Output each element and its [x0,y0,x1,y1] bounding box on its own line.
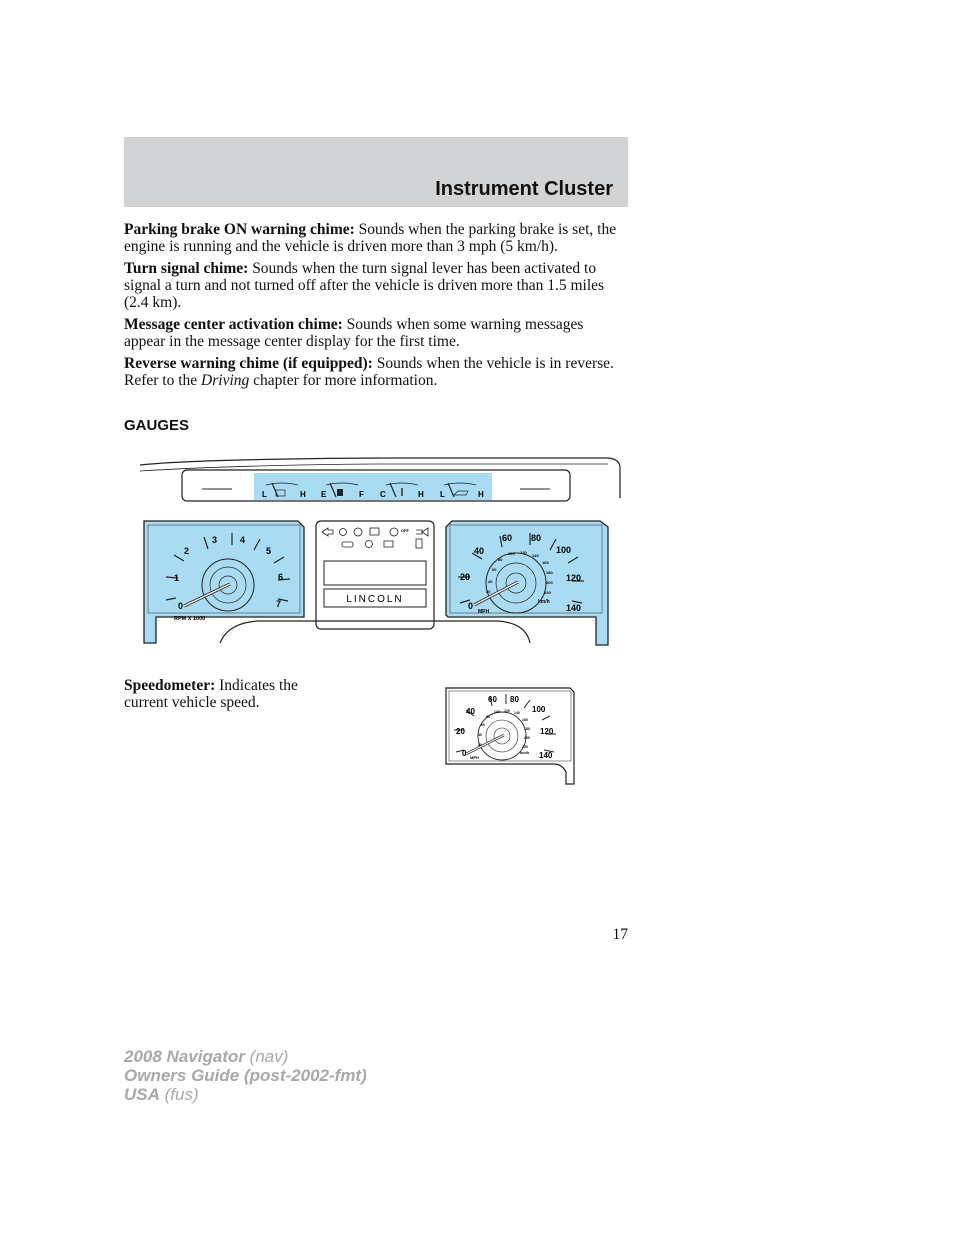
speedometer-mph-20: 20 [460,572,471,582]
speedometer-kmh-40: 40 [488,579,493,584]
traction-off-label: OFF [401,528,409,533]
paragraph-turn-signal-chime [124,260,624,311]
temperature-gauge-low-label: C [380,490,386,499]
speedometer-fig-kmh-60: 60 [481,723,485,727]
term: Speedometer: [124,677,216,694]
speedometer-fig-mph-20: 20 [456,727,465,736]
tachometer-unit-label: RPM X 1000 [174,616,206,622]
footer-market-code: (fus) [159,1085,199,1104]
description: Sounds when some warning messages appear in the message center display for the first time. [124,316,584,350]
speedometer-fig-kmh-180: 180 [524,727,530,731]
speedometer-kmh-120: 120 [520,550,527,555]
fuel-pump-icon [337,489,343,496]
term: Parking brake ON warning chime: [124,221,355,238]
speedometer-mph-0: 0 [468,601,474,611]
speedometer-kmh-180: 180 [546,570,553,575]
speedometer-illustration [444,686,576,786]
instrument-cluster-illustration [138,453,624,653]
description: Sounds when the parking brake is set, the engine is running and the vehicle is driven more than 3 mph (5 km/h). [124,221,617,255]
oil-pressure-gauge-low-label: L [440,490,445,499]
speedometer-fig-mph-unit: MPH [470,755,479,760]
term: Reverse warning chime (if equipped): [124,355,373,372]
speedometer-mph-60: 60 [502,533,513,543]
speedometer-kmh-60: 60 [492,567,497,572]
speedometer-fig-kmh-120: 120 [504,709,510,713]
speedometer-mph-80: 80 [531,533,542,543]
speedometer-fig-mph-60: 60 [488,695,497,704]
speedometer-fig-mph-40: 40 [466,707,475,716]
footer-line-3 [124,1085,367,1104]
footer-model-code: (nav) [244,1047,289,1066]
description: Indicates the current vehicle speed. [124,677,298,711]
speedometer-fig-kmh-220: 220 [522,745,528,749]
speedometer-fig-kmh-140: 140 [514,711,520,715]
footer-guide: Owners Guide (post-2002-fmt) [124,1066,367,1085]
footer-market: USA [124,1085,160,1104]
tachometer-label-5: 5 [266,546,272,556]
speedometer-kmh-80: 80 [498,557,503,562]
page-number: 17 [612,926,628,943]
speedometer-fig-kmh-160: 160 [522,718,528,722]
fuel-gauge-high-label: F [359,490,364,499]
center-panel [316,521,434,629]
speedometer-fig-kmh-200: 200 [524,736,530,740]
tachometer-label-3: 3 [212,535,218,545]
footer [124,1047,367,1104]
speedometer-fig-kmh-100: 100 [494,710,500,714]
paragraph-message-center-chime [124,316,624,350]
description: chapter for more information. [249,372,438,389]
term: Turn signal chime: [124,260,249,277]
paragraph-parking-brake-chime [124,221,624,255]
speedometer-fig-kmh-20: 20 [478,743,482,747]
footer-line-2 [124,1066,367,1085]
speedometer-fig-kmh-80: 80 [486,715,490,719]
battery-gauge-low-label: L [262,490,267,499]
speedometer-fig-mph-0: 0 [462,749,467,758]
tachometer-label-2: 2 [184,546,190,556]
speedometer-mph-40: 40 [474,546,485,556]
speedometer-kmh-unit: km/h [538,599,550,605]
temperature-gauge-high-label: H [418,490,424,499]
speedometer-kmh-200: 200 [546,580,553,585]
description: Sounds when the turn signal lever has been activated to signal a turn and not turned off after the vehicle is driven more than 1.5 miles (2.4 km). [124,260,605,311]
speedometer-fig-kmh-40: 40 [478,733,482,737]
body-text [124,221,624,394]
tachometer-label-4: 4 [240,535,246,545]
speedometer-kmh-100: 100 [508,551,515,556]
speedometer-mph-140: 140 [566,603,582,613]
footer-line-1 [124,1047,367,1066]
speedometer-fig-mph-120: 120 [540,727,554,736]
tachometer-label-6: 6 [278,572,284,582]
speedometer-kmh-20: 20 [486,589,491,594]
speedometer-kmh-140: 140 [532,553,539,558]
header-band [124,137,628,207]
section-title: Instrument Cluster [435,178,613,200]
speedometer-fig-mph-140: 140 [539,751,553,760]
chapter-reference: Driving [201,372,250,389]
footer-model: 2008 Navigator [124,1047,245,1066]
speedometer-fig-kmh-unit: km/h [520,750,530,755]
battery-gauge-high-label: H [300,490,306,499]
speedometer [446,521,608,645]
speedometer-fig-mph-80: 80 [510,695,519,704]
fuel-gauge-low-label: E [321,490,327,499]
oil-pressure-gauge-high-label: H [478,490,484,499]
lincoln-logo-text: LINCOLN [346,594,404,605]
tachometer-label-7: 7 [276,599,282,609]
paragraph-reverse-warning-chime [124,355,624,389]
speedometer-mph-100: 100 [556,545,572,555]
term: Message center activation chime: [124,316,343,333]
speedometer-description [124,677,334,711]
speedometer-fig-mph-100: 100 [532,705,546,714]
speedometer-kmh-220: 220 [544,590,551,595]
gauges-heading: GAUGES [124,417,190,434]
speedometer-mph-unit: MPH [478,609,490,615]
tachometer-label-0: 0 [178,601,184,611]
description: Sounds when the vehicle is in reverse. Refer to the [124,355,614,389]
tachometer [144,521,304,643]
speedometer-mph-120: 120 [566,573,582,583]
speedometer-kmh-160: 160 [542,560,549,565]
tachometer-label-1: 1 [174,573,180,583]
